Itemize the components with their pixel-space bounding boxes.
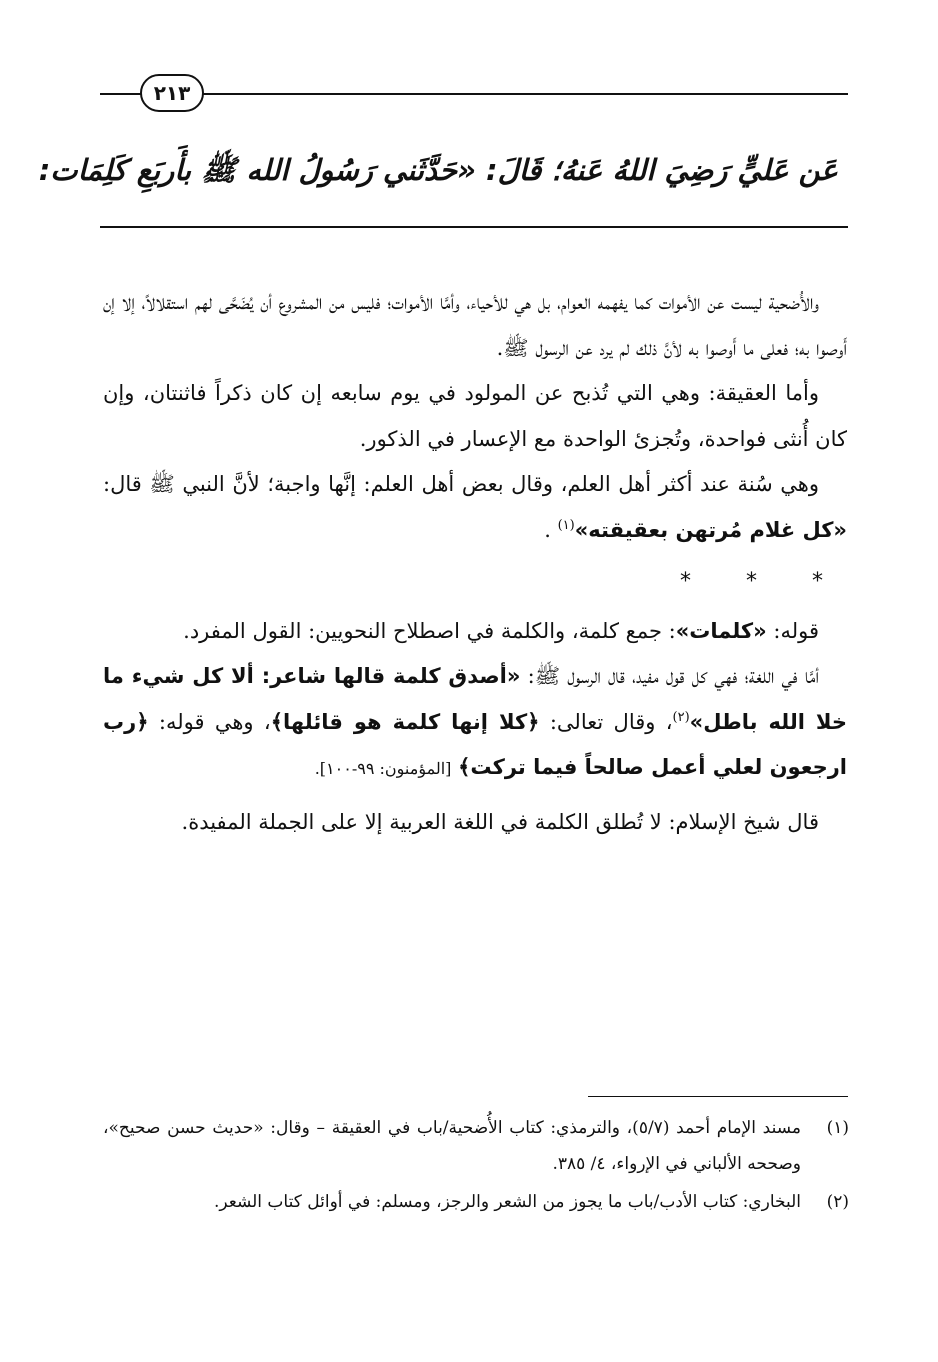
header-rule-left (100, 93, 142, 95)
kalimat-definition: : جمع كلمة، والكلمة في اصطلاح النحويين: القول المفرد. (183, 618, 676, 643)
footnote-text: البخاري: كتاب الأدب/باب ما يجوز من الشعر والرجز، ومسلم: في أوائل كتاب الشعر. (213, 1192, 801, 1212)
aqiqah-ruling-text: وهي سُنة عند أكثر أهل العلم، وقال بعض أهل العلم: إنَّها واجبة؛ لأنَّ النبي ﷺ قال: (103, 472, 819, 496)
footnote-ref-2[interactable]: (٢) (672, 709, 690, 725)
footnote-ref-1[interactable]: (١) (557, 517, 575, 533)
paragraph-udhiyah: والأُضحية ليست عن الأموات كما يفهمه العوام، بل هي للأحياء، وأمَّا الأموات؛ فليس من المشروع أن يُضَحَّى لهم استقلالاً، إلا إن أَوصوا به؛ فعلى ما أَوصوا به لأنَّ ذلك لم يرد عن الرسول ﷺ. (103, 290, 847, 360)
paragraph-aqiqah: وأما العقيقة: وهي التي تُذبح عن المولود في يوم سابعه إن كان ذكراً فاثنتان، وإن كان أُنثى فواحدة، وتُجزئ الواحدة مع الإعسار في الذكور. (103, 381, 847, 451)
page-number-badge (140, 74, 204, 112)
footnotes (103, 1110, 849, 1222)
footnote-number: (٢) (826, 1192, 849, 1212)
kalimat-lead: قوله: (773, 618, 819, 643)
paragraph-kalimah-lugha (103, 654, 847, 792)
main-text (103, 280, 847, 845)
running-head-rule (100, 226, 848, 228)
paragraph-kalimat (103, 609, 847, 655)
footnote-text: مسند الإمام أحمد (٥/٧)، والترمذي: كتاب الأُضحية/باب في العقيقة – وقال: «حديث حسن صحيح»، وصححه الألباني في الإرواء، ٤/ ٣٨٥. (103, 1118, 801, 1174)
paragraph-sheikh-islam: قال شيخ الإسلام: لا تُطلق الكلمة في اللغة العربية إلا على الجملة المفيدة. (181, 809, 819, 834)
lugha-mid: ، وقال تعالى: (549, 709, 673, 734)
aqiqah-ruling-end: . (544, 517, 551, 542)
paragraph-aqiqah-ruling (103, 462, 847, 553)
footnote-rule (588, 1096, 848, 1097)
lugha-text: أمَّا في اللغة؛ فهي كل قول مفيد، قال الرسول ﷺ: (527, 664, 819, 688)
kalimat-term: «كلمات» (675, 618, 767, 643)
footnote-1 (103, 1110, 849, 1182)
lugha-mid-2: ، وهي قوله: (158, 709, 271, 734)
hadith-quote-poet: «أصدق كلمة قالها شاعر: ألا كل شيء ما خلا الله باطل» (103, 664, 847, 734)
footnote-2 (103, 1184, 849, 1220)
verse-reference: [المؤمنون: ٩٩-١٠٠]. (314, 759, 452, 778)
footnote-number: (١) (826, 1118, 849, 1138)
header-rule-right (200, 93, 848, 95)
running-head: عَن عَليٍّ رَضِيَ اللهُ عَنهُ؛ قَالَ: «حَدَّثَني رَسُولُ الله ﷺ بأَربَعِ كَلِمَات: (38, 153, 838, 187)
quran-verse-2: ﴿رب ارجعون لعلي أعمل صالحاً فيما تركت﴾ (103, 709, 847, 779)
page-number: ٢١٣ (153, 81, 191, 105)
section-separator: * * * (680, 569, 847, 594)
hadith-quote-aqiqah: «كل غلام مُرتهن بعقيقته» (574, 517, 847, 542)
quran-verse-1: ﴿كلا إنها كلمة هو قائلها﴾ (270, 709, 540, 734)
